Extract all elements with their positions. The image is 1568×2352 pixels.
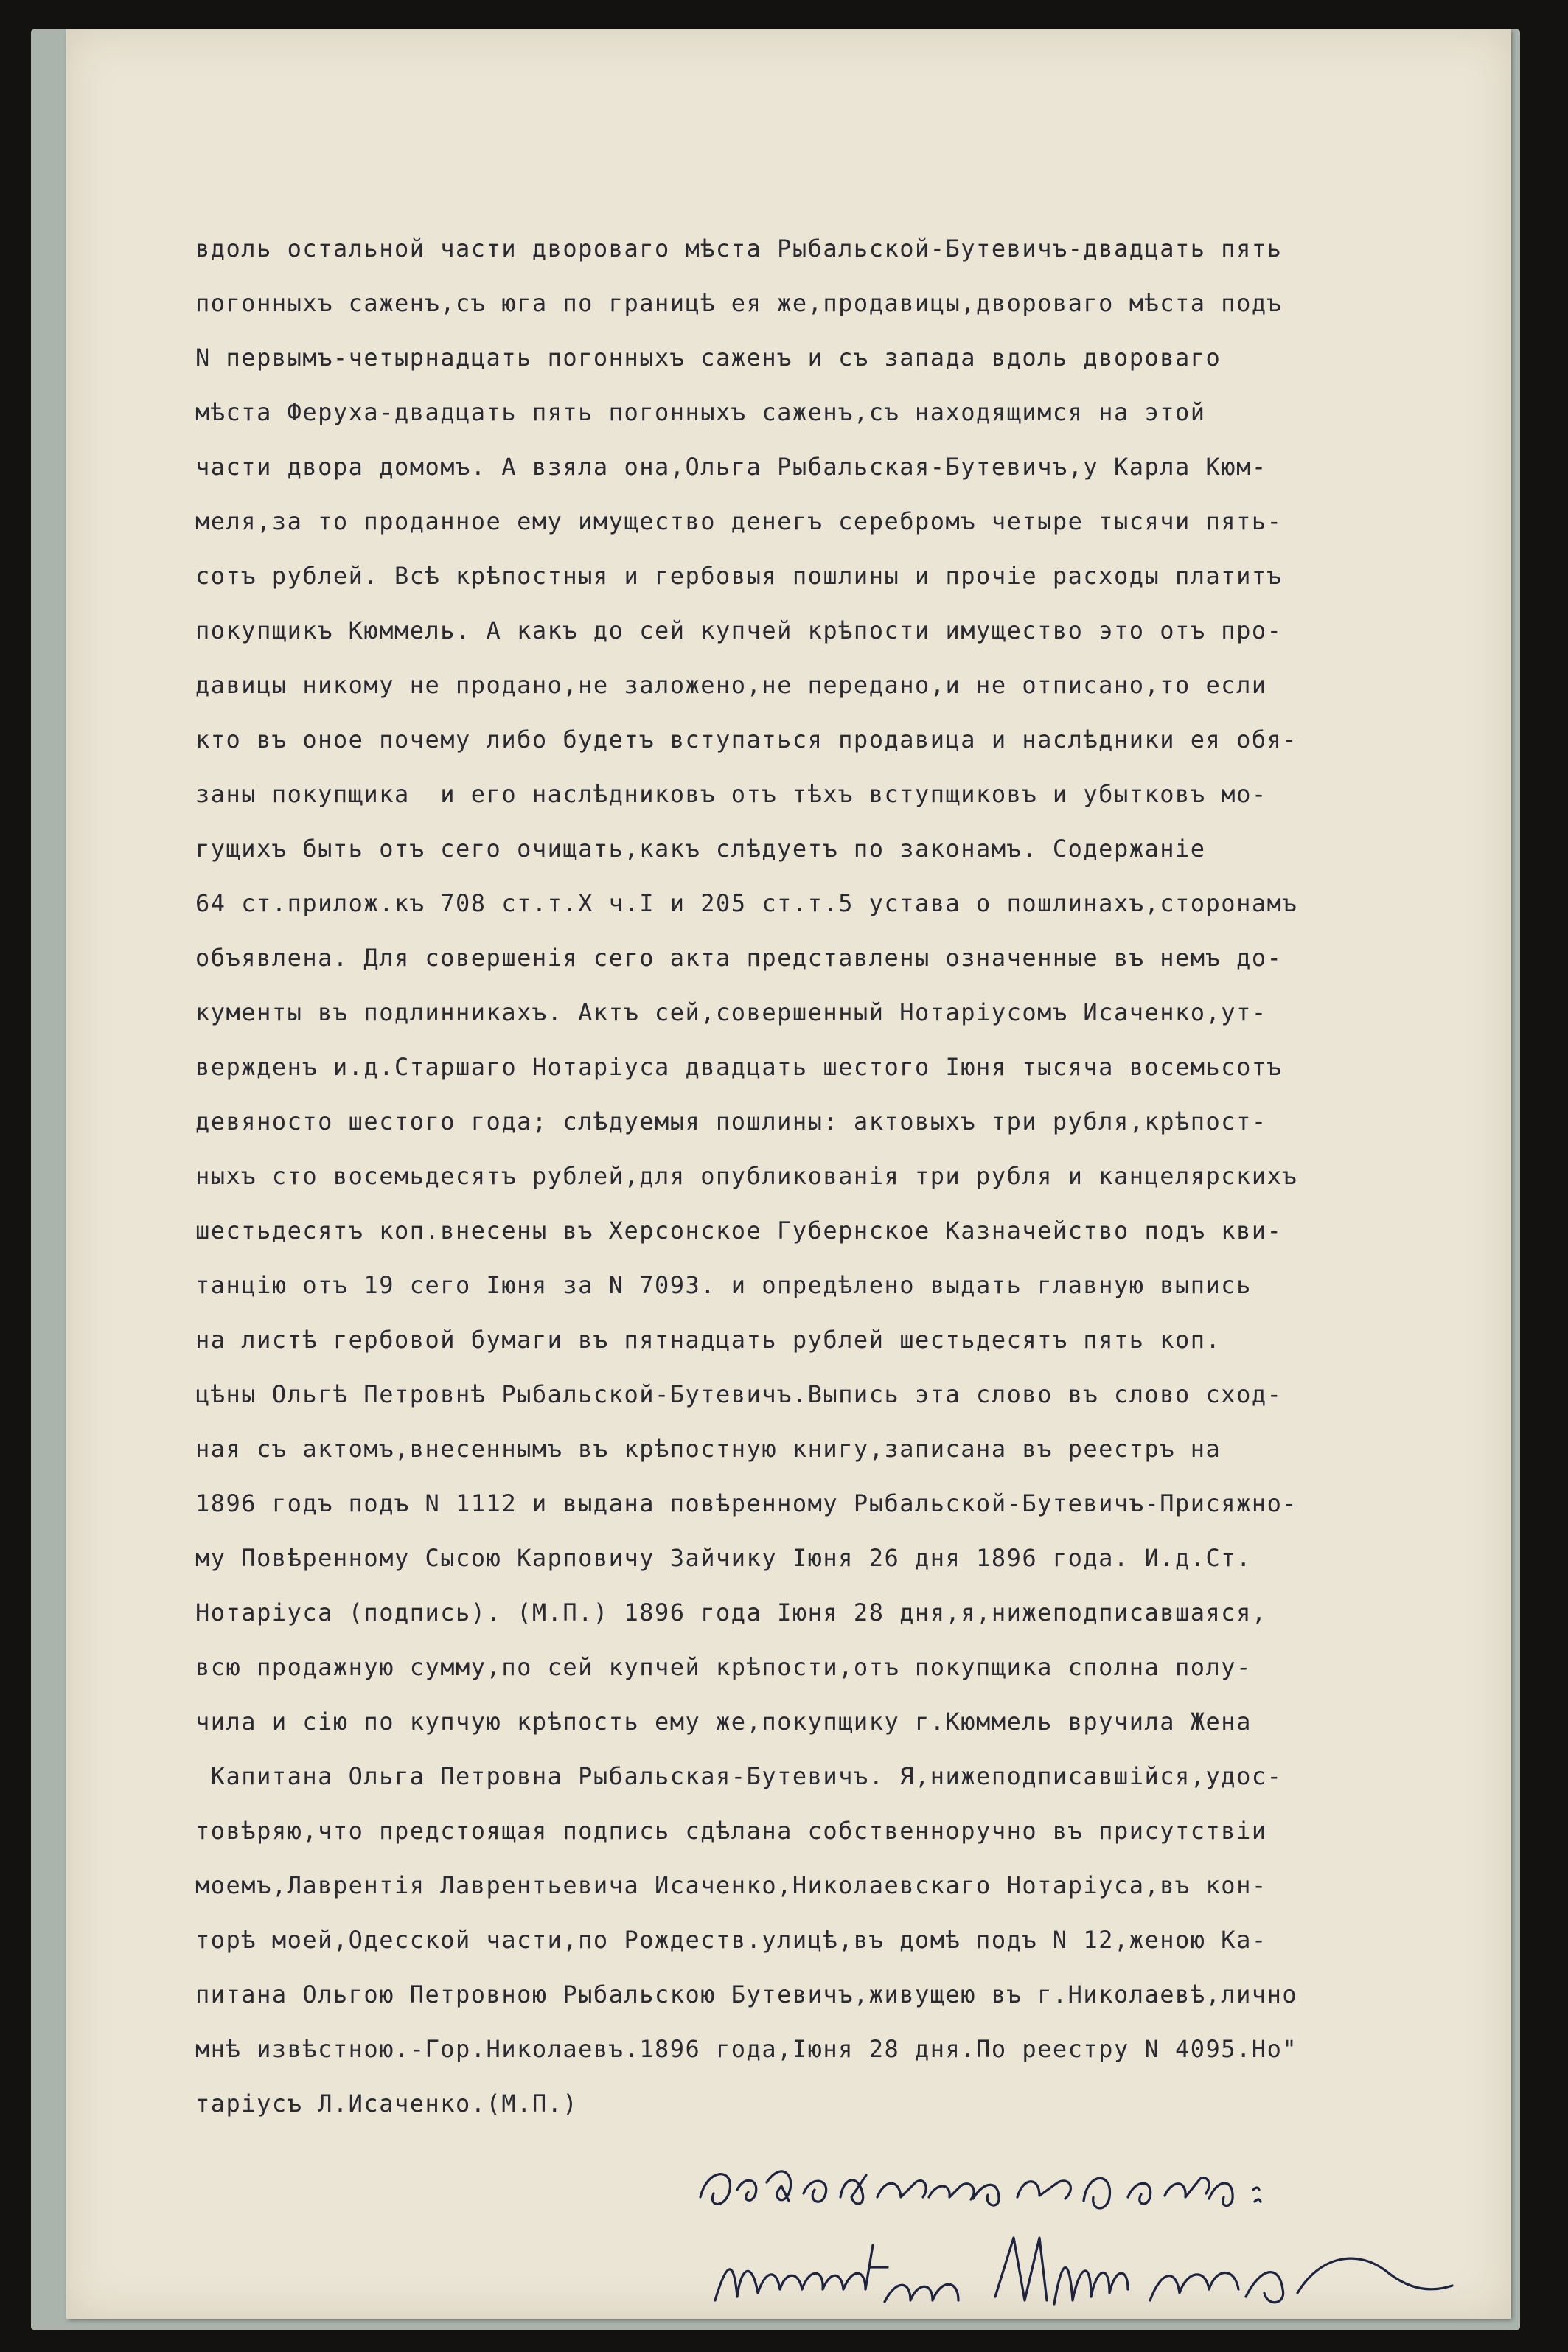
document-page xyxy=(66,29,1511,2319)
text-line: заны покупщика и его наслѣдниковъ отъ тѣхъ вступщиковъ и убытковъ мо- xyxy=(195,780,1267,808)
text-line: моемъ,Лаврентiя Лаврентьевича Исаченко,Николаевскаго Нотарiуса,въ кон- xyxy=(195,1871,1267,1899)
text-line: сотъ рублей. Всѣ крѣпостныя и гербовыя пошлины и прочiе расходы платитъ xyxy=(195,562,1283,590)
text-line: кто въ оное почему либо будетъ вступаться продавица и наслѣдники ея обя- xyxy=(195,726,1298,754)
text-line: питана Ольгою Петровною Рыбальскою Бутевичъ,живущею въ г.Николаевѣ,лично xyxy=(195,1980,1298,2008)
text-line: давицы никому не продано,не заложено,не передано,и не отписано,то если xyxy=(195,671,1267,699)
text-line: кументы въ подлинникахъ. Актъ сей,совершенный Нотарiусомъ Исаченко,ут- xyxy=(195,998,1267,1026)
text-line: 64 ст.прилож.къ 708 ст.т.X ч.I и 205 ст.т.5 устава о пошлинахъ,сторонамъ xyxy=(195,889,1298,917)
text-line: шестьдесятъ коп.внесены въ Херсонское Губернское Казначейство подъ кви- xyxy=(195,1217,1283,1245)
text-line: Капитана Ольга Петровна Рыбальская-Бутевичъ. Я,нижеподписавшiйся,удос- xyxy=(195,1762,1283,1790)
text-line: вдоль остальной части двороваго мѣста Рыбальской-Бутевичъ-двадцать пять xyxy=(195,234,1283,262)
text-line: N первымъ-четырнадцать погонныхъ саженъ и съ запада вдоль двороваго xyxy=(195,344,1222,372)
text-line: тарiусъ Л.Исаченко.(М.П.) xyxy=(195,2090,579,2118)
text-line: ная съ актомъ,внесеннымъ въ крѣпостную книгу,записана въ реестръ на xyxy=(195,1435,1222,1463)
text-line: всю продажную сумму,по сей купчей крѣпости,отъ покупщика сполна полу- xyxy=(195,1653,1252,1681)
text-line: девяносто шестого года; слѣдуемыя пошлины: актовыхъ три рубля,крѣпост- xyxy=(195,1107,1267,1135)
text-line: цѣны Ольгѣ Петровнѣ Рыбальской-Бутевичъ.Выпись эта слово въ слово сход- xyxy=(195,1380,1283,1408)
text-line: погонныхъ саженъ,съ юга по границѣ ея же,продавицы,двороваго мѣста подъ xyxy=(195,289,1283,317)
text-line: меля,за то проданное ему имущество денегъ серебромъ четыре тысячи пять- xyxy=(195,507,1283,535)
text-line: Нотарiуса (подпись). (М.П.) 1896 года Iюня 28 дня,я,нижеподписавшаяся, xyxy=(195,1598,1267,1626)
text-line: танцiю отъ 19 сего Iюня за N 7093. и опредѣлено выдать главную выпись xyxy=(195,1271,1252,1299)
text-line: гущихъ быть отъ сего очищать,какъ слѣдуетъ по законамъ. Содержанiе xyxy=(195,835,1206,863)
text-line: торѣ моей,Одесской части,по Рождеств.улицѣ,въ домѣ подъ N 12,женою Ка- xyxy=(195,1926,1267,1954)
text-line: мнѣ извѣстною.-Гор.Николаевъ.1896 года,Iюня 28 дня.По реестру N 4095.Но" xyxy=(195,2035,1298,2063)
text-line: ныхъ сто восемьдесятъ рублей,для опубликованiя три рубля и канцелярскихъ xyxy=(195,1162,1298,1190)
handwritten-signature xyxy=(693,2138,1541,2345)
typed-text-block xyxy=(195,221,1493,2131)
text-line: части двора домомъ. А взяла она,Ольга Рыбальская-Бутевичъ,у Карла Кюм- xyxy=(195,453,1267,481)
text-line: му Повѣренному Сысою Карповичу Зайчику Iюня 26 дня 1896 года. И.д.Ст. xyxy=(195,1544,1252,1572)
text-line: покупщикъ Кюммель. А какъ до сей купчей крѣпости имущество это отъ про- xyxy=(195,616,1283,644)
text-line: объявлена. Для совершенiя сего акта представлены означенные въ немъ до- xyxy=(195,944,1283,972)
text-line: товѣряю,что предстоящая подпись сдѣлана собственноручно въ присутствiи xyxy=(195,1817,1267,1845)
text-line: 1896 годъ подъ N 1112 и выдана повѣренному Рыбальской-Бутевичъ-Присяжно- xyxy=(195,1489,1298,1517)
text-line: на листѣ гербовой бумаги въ пятнадцать рублей шестьдесятъ пять коп. xyxy=(195,1326,1222,1354)
text-line: вержденъ и.д.Старшаго Нотарiуса двадцать шестого Iюня тысяча восемьсотъ xyxy=(195,1053,1283,1081)
text-line: чила и сiю по купчую крѣпость ему же,покупщику г.Кюммель вручила Жена xyxy=(195,1708,1252,1736)
text-line: мѣста Феруха-двадцать пять погонныхъ саженъ,съ находящимся на этой xyxy=(195,398,1206,426)
